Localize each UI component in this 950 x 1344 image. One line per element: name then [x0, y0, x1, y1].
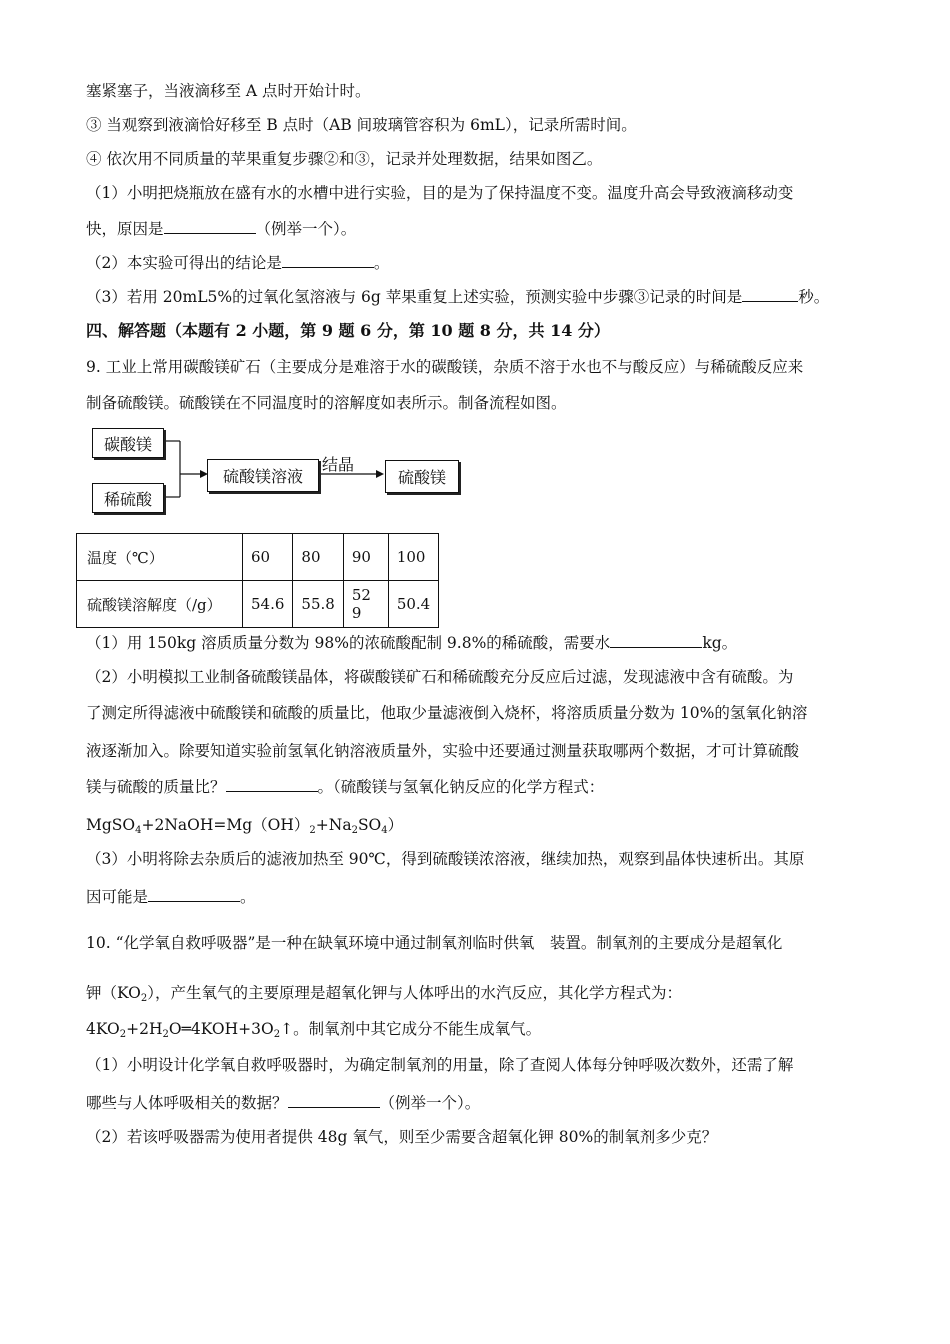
- text: MgSO: [86, 816, 136, 834]
- text: 快，原因是: [86, 220, 164, 238]
- equation-line: [86, 1018, 876, 1040]
- table-cell: 55.8: [293, 581, 343, 628]
- text: 镁与硫酸的质量比？: [86, 778, 226, 796]
- arrow-label-crystallize: 结晶: [322, 455, 355, 474]
- text-line: 塞紧塞子，当液滴移至 A 点时开始计时。: [86, 82, 371, 100]
- table-header-cell: 温度（℃）: [77, 534, 243, 581]
- text: ）: [387, 816, 404, 834]
- text-line: （1）小明设计化学氧自救呼吸器时，为确定制氧剂的用量，除了查阅人体每分钟呼吸次数外，还需了解: [86, 1056, 794, 1074]
- text: +2H: [126, 1020, 163, 1038]
- text-line: 液逐渐加入。除要知道实验前氢氧化钠溶液质量外，实验中还要通过测量获取哪两个数据，才可计算硫酸: [86, 742, 800, 760]
- text-line: [86, 982, 876, 1004]
- subscript: 2: [309, 825, 316, 836]
- flow-box-dilute-sulfuric-acid: 稀硫酸: [92, 483, 164, 513]
- table-cell: 54.6: [243, 581, 293, 628]
- flow-box-magnesium-sulfate-solution: 硫酸镁溶液: [207, 459, 319, 492]
- text: 秒。: [798, 288, 830, 306]
- text: O═4KOH+3O: [168, 1020, 274, 1038]
- solubility-table: [76, 533, 439, 628]
- text-line: [86, 632, 876, 654]
- text: kg。: [702, 634, 738, 652]
- text-line: ④ 依次用不同质量的苹果重复步骤②和③，记录并处理数据，结果如图乙。: [86, 150, 603, 168]
- subscript: 2: [273, 1029, 281, 1040]
- text: （2）本实验可得出的结论是: [86, 254, 282, 272]
- table-cell: 60: [243, 534, 293, 581]
- text: 因可能是: [86, 888, 149, 906]
- text: +Na: [315, 816, 352, 834]
- text-line: [86, 886, 876, 908]
- flow-box-magnesium-carbonate: 碳酸镁: [92, 428, 164, 458]
- text: 。: [240, 888, 256, 906]
- text-line: ③ 当观察到液滴恰好移至 B 点时（AB 间玻璃管容积为 6mL），记录所需时间。: [86, 116, 637, 134]
- text: 。（硫酸镁与氢氧化钠反应的化学方程式：: [317, 778, 605, 796]
- table-row: [77, 581, 439, 628]
- answer-blank[interactable]: [226, 777, 318, 792]
- subscript: 2: [162, 1029, 169, 1040]
- table-cell: 100: [388, 534, 438, 581]
- text-line: （2）小明模拟工业制备硫酸镁晶体，将碳酸镁矿石和稀硫酸充分反应后过滤，发现滤液中含有硫酸。为: [86, 668, 794, 686]
- section-heading: 四、解答题（本题有 2 小题，第 9 题 6 分，第 10 题 8 分，共 14 分）: [86, 321, 610, 340]
- answer-blank[interactable]: [288, 1093, 380, 1108]
- text: （3）若用 20mL5%的过氧化氢溶液与 6g 苹果重复上述实验，预测实验中步骤③记录的时间是: [86, 288, 743, 306]
- flow-box-magnesium-sulfate: 硫酸镁: [385, 460, 459, 493]
- text: （1）用 150kg 溶质质量分数为 98%的浓硫酸配制 9.8%的稀硫酸，需要水: [86, 634, 611, 652]
- text-line: [86, 776, 876, 798]
- text: ↑。制氧剂中其它成分不能生成氧气。: [280, 1020, 542, 1038]
- text: +2NaOH=Mg（OH）: [141, 816, 310, 834]
- subscript: 2: [351, 825, 358, 836]
- text-line: [86, 1092, 876, 1114]
- answer-blank[interactable]: [610, 633, 702, 648]
- text: 。: [373, 254, 390, 272]
- text-line: （2）若该呼吸器需为使用者提供 48g 氧气，则至少需要含超氧化钾 80%的制氧剂多少克？: [86, 1128, 718, 1146]
- text: ），产生氧气的主要原理是超氧化钾与人体呼出的水汽反应，其化学方程式为：: [147, 984, 683, 1002]
- text: 4KO: [86, 1020, 120, 1038]
- text: （例举一个）。: [255, 220, 357, 238]
- text-line: 了测定所得滤液中硫酸镁和硫酸的质量比，他取少量滤液倒入烧杯，将溶质质量分数为 10%的氢氧化钠溶: [86, 704, 808, 722]
- text: SO: [357, 816, 382, 834]
- table-header-cell: 硫酸镁溶解度（/g）: [77, 581, 243, 628]
- text: （例举一个）。: [379, 1094, 481, 1112]
- table-cell: 50.4: [388, 581, 438, 628]
- subscript: 4: [135, 825, 142, 836]
- subscript: 4: [381, 825, 388, 836]
- subscript: 2: [140, 993, 148, 1004]
- text: 钾（KO: [86, 984, 141, 1002]
- table-cell: 80: [293, 534, 343, 581]
- text-line: 10. “化学氧自救呼吸器”是一种在缺氧环境中通过制氧剂临时供氧 装置。制氧剂的主要成分是超氧化: [86, 934, 783, 952]
- subscript: 2: [119, 1029, 127, 1040]
- equation-line: [86, 814, 876, 836]
- text-line: （3）小明将除去杂质后的滤液加热至 90℃，得到硫酸镁浓溶液，继续加热，观察到晶体快速析出。其原: [86, 850, 805, 868]
- table-cell: 52 9: [343, 581, 388, 628]
- text-line: 制备硫酸镁。硫酸镁在不同温度时的溶解度如表所示。制备流程如图。: [86, 394, 567, 412]
- table-cell: 90: [343, 534, 388, 581]
- answer-blank[interactable]: [148, 887, 240, 902]
- table-row: [77, 534, 439, 581]
- text-line: 9. 工业上常用碳酸镁矿石（主要成分是难溶于水的碳酸镁，杂质不溶于水也不与酸反应）与稀硫酸反应来: [86, 358, 804, 376]
- text-line: （1）小明把烧瓶放在盛有水的水槽中进行实验，目的是为了保持温度不变。温度升高会导致液滴移动变: [86, 184, 794, 202]
- text: 哪些与人体呼吸相关的数据？: [86, 1094, 288, 1112]
- arrow-head: [376, 470, 384, 478]
